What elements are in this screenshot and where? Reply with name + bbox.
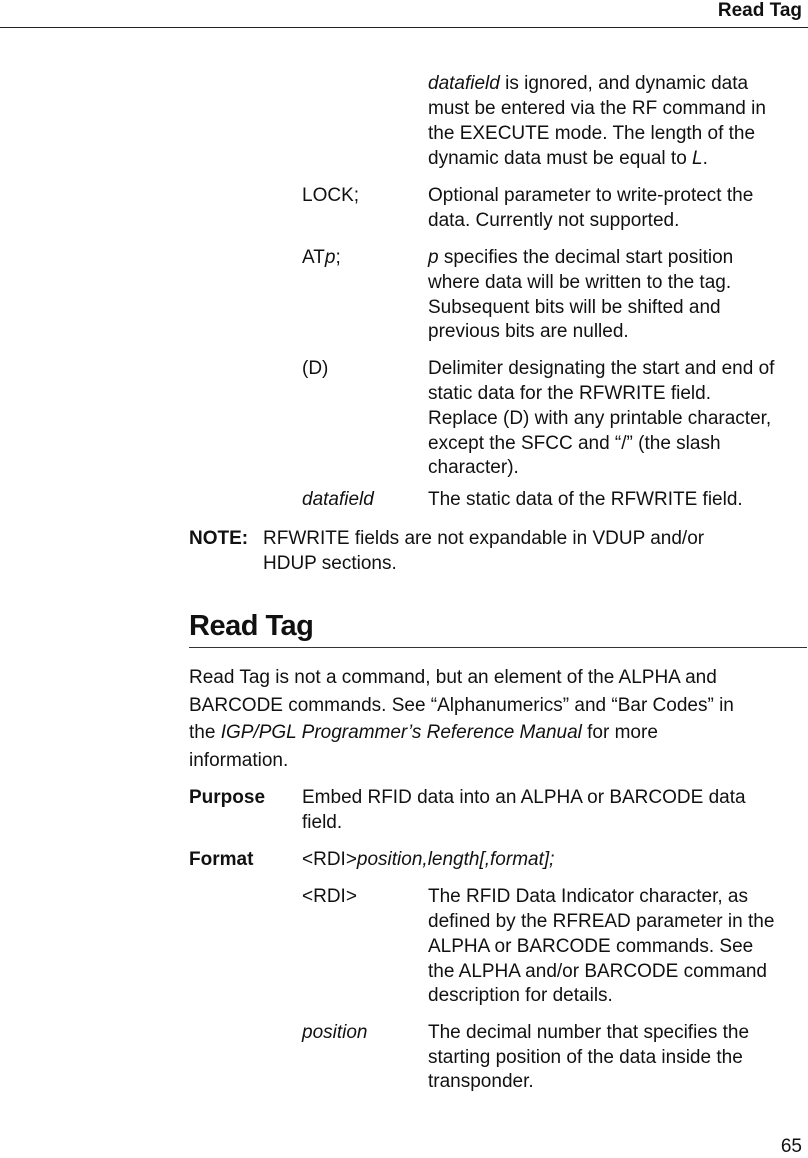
lock-def-line-1: Optional parameter to write-protect the bbox=[428, 185, 754, 206]
atp-def-line-2: where data will be written to the tag. bbox=[428, 272, 732, 293]
delimiter-def-line-5: character). bbox=[428, 457, 519, 478]
manual-reference: IGP/PGL Programmer’s Reference Manual bbox=[220, 722, 582, 743]
datafield-continuation-line-2: must be entered via the RF command in bbox=[428, 98, 766, 119]
datafield-continuation-line-3: the EXECUTE mode. The length of the bbox=[428, 123, 756, 144]
delimiter-def-line-3: Replace (D) with any printable character, bbox=[428, 408, 772, 429]
datafield-term: datafield bbox=[302, 489, 374, 510]
atp-def-line-1-text: specifies the decimal start position bbox=[438, 247, 734, 268]
atp-def-var: p bbox=[428, 247, 439, 268]
atp-def-line-1 bbox=[428, 246, 733, 270]
delimiter-def-line-1: Delimiter designating the start and end of bbox=[428, 358, 775, 379]
rdi-def-line-1: The RFID Data Indicator character, as bbox=[428, 886, 748, 907]
rdi-def-line-2: defined by the RFREAD parameter in the bbox=[428, 911, 775, 932]
atp-term-var: p bbox=[324, 247, 336, 268]
atp-def-line-3: Subsequent bits will be shifted and bbox=[428, 297, 721, 318]
format-syntax bbox=[302, 848, 554, 872]
rdi-term: <RDI> bbox=[302, 886, 357, 907]
rdi-def-line-3: ALPHA or BARCODE commands. See bbox=[428, 936, 754, 957]
position-def-line-1: The decimal number that specifies the bbox=[428, 1022, 750, 1043]
atp-term-prefix: AT bbox=[302, 247, 325, 268]
datafield-line4-text: dynamic data must be equal to bbox=[428, 148, 693, 169]
intro-line-3-before: the bbox=[189, 722, 221, 743]
position-def-line-2: starting position of the data inside the bbox=[428, 1047, 743, 1068]
datafield-def: The static data of the RFWRITE field. bbox=[428, 489, 743, 510]
format-rdi-prefix: <RDI> bbox=[302, 849, 357, 870]
atp-def-line-4: previous bits are nulled. bbox=[428, 321, 629, 342]
format-label: Format bbox=[189, 849, 254, 870]
lock-term: LOCK; bbox=[302, 185, 360, 206]
purpose-line-1: Embed RFID data into an ALPHA or BARCODE data bbox=[302, 787, 746, 808]
datafield-continuation-line-1 bbox=[428, 72, 748, 96]
lock-def-line-2: data. Currently not supported. bbox=[428, 210, 680, 231]
section-title-rule bbox=[189, 647, 807, 648]
delimiter-term: (D) bbox=[302, 358, 329, 379]
purpose-label: Purpose bbox=[189, 787, 266, 808]
running-header-title: Read Tag bbox=[717, 0, 802, 21]
note-line-2: HDUP sections. bbox=[263, 553, 397, 574]
position-def-line-3: transponder. bbox=[428, 1071, 534, 1092]
note-line-1: RFWRITE fields are not expandable in VDUP and/or bbox=[263, 528, 705, 549]
datafield-term-inline: datafield bbox=[428, 73, 500, 94]
intro-line-2: BARCODE commands. See “Alphanumerics” and “Bar Codes” in bbox=[189, 695, 734, 716]
section-title: Read Tag bbox=[189, 610, 314, 642]
rdi-def-line-4: the ALPHA and/or BARCODE command bbox=[428, 961, 767, 982]
note-label: NOTE: bbox=[189, 528, 249, 549]
atp-term-suffix: ; bbox=[335, 247, 341, 268]
datafield-continuation-line-4 bbox=[428, 147, 708, 171]
delimiter-def-line-4: except the SFCC and “/” (the slash bbox=[428, 433, 721, 454]
purpose-line-2: field. bbox=[302, 812, 343, 833]
rdi-def-line-5: description for details. bbox=[428, 985, 613, 1006]
atp-term bbox=[302, 246, 341, 270]
intro-line-4: information. bbox=[189, 750, 289, 771]
length-variable: L bbox=[692, 148, 703, 169]
datafield-continuation-text: is ignored, and dynamic data bbox=[499, 73, 749, 94]
delimiter-def-line-2: static data for the RFWRITE field. bbox=[428, 383, 711, 404]
intro-line-3-after: for more bbox=[581, 722, 658, 743]
datafield-line4-period: . bbox=[702, 148, 708, 169]
format-params: position,length[,format]; bbox=[356, 849, 555, 870]
intro-line-1: Read Tag is not a command, but an element of the ALPHA and bbox=[189, 667, 717, 688]
position-term: position bbox=[302, 1022, 368, 1043]
intro-line-3 bbox=[189, 721, 658, 745]
page-number: 65 bbox=[780, 1136, 802, 1157]
header-rule bbox=[0, 27, 808, 28]
